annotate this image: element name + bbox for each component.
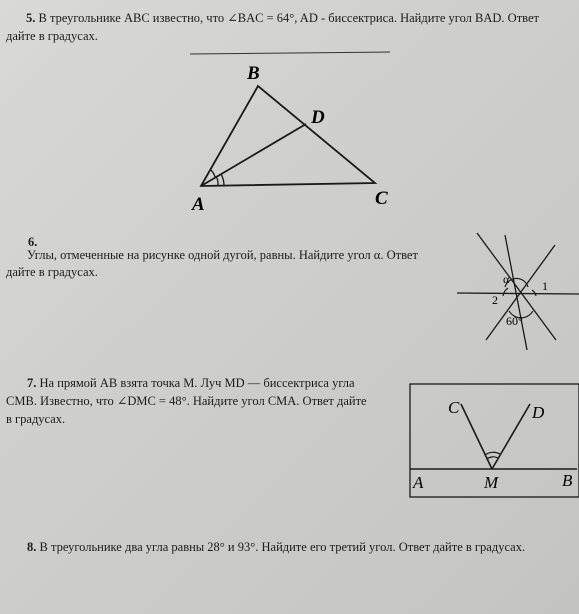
problem-8-line: В треугольнике два угла равны 28° и 93°. Найдите его третий угол. Ответ дайте в градусах. <box>39 540 526 554</box>
problem-8-number: 8. <box>27 540 37 554</box>
problem-6-line2: дайте в градусах. <box>6 265 98 279</box>
problem-7-number: 7. <box>27 376 37 390</box>
angle-arc-m1 <box>487 457 498 459</box>
label-b7: B <box>562 471 573 490</box>
label-d7: D <box>532 403 545 422</box>
problem-8-text <box>27 539 525 555</box>
label-a7: A <box>413 473 424 492</box>
label-a: A <box>192 194 205 215</box>
problem-5-line1: В треугольнике ABC известно, что ∠BAC = 64°, AD - биссектриса. Найдите угол BAD. Ответ <box>38 11 540 25</box>
problem-6-number: 6. <box>28 235 38 249</box>
label-c: C <box>375 188 388 209</box>
problem-7-line1: На прямой AB взята точка M. Луч MD — биссектриса угла <box>39 376 355 390</box>
problem-5-number: 5. <box>26 11 36 25</box>
label-b: B <box>247 63 260 84</box>
problem-7-line2: CMB. Известно, что ∠DMC = 48°. Найдите угол CMA. Ответ дайте <box>6 394 367 408</box>
problem-7-line3: в градусах. <box>6 412 66 426</box>
angle-arc-m2 <box>485 452 500 455</box>
label-60: 60° <box>506 314 523 328</box>
label-m7: M <box>484 473 499 492</box>
label-c7: C <box>448 398 460 417</box>
label-1: 1 <box>542 279 548 293</box>
label-2: 2 <box>492 293 498 307</box>
problem-6-line1: Углы, отмеченные на рисунке одной дугой, равны. Найдите угол α. Ответ <box>27 248 418 262</box>
label-alpha: α <box>503 272 510 286</box>
label-d: D <box>311 107 325 128</box>
ray-md <box>492 404 530 469</box>
problem-5-line2: дайте в градусах. <box>6 29 98 43</box>
